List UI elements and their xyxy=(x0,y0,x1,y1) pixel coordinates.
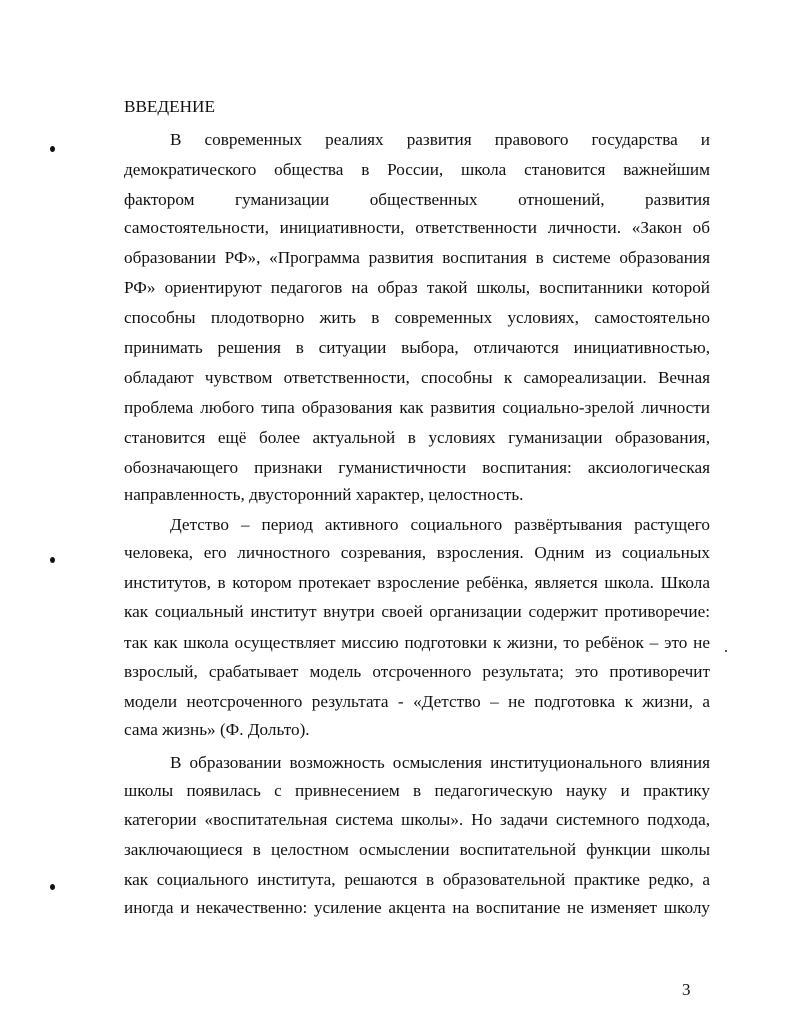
binding-hole-mark xyxy=(50,146,55,152)
paragraph-1-line: демократического общества в России, школа становится важнейшим xyxy=(124,160,710,179)
section-heading: ВВЕДЕНИЕ xyxy=(124,97,215,116)
page-number: 3 xyxy=(682,980,691,999)
paragraph-1-line: направленность, двусторонний характер, целостность. xyxy=(124,485,524,504)
paragraph-1-line: обладают чувством ответственности, способны к самореализации. Вечная xyxy=(124,368,710,387)
paragraph-2-line: Детство – период активного социального развёртывания растущего xyxy=(170,515,710,534)
paragraph-2-line: институтов, в котором протекает взросление ребёнка, является школа. Школа xyxy=(124,573,710,592)
paragraph-2-line: модели неотсроченного результата - «Детство – не подготовка к жизни, а xyxy=(124,692,710,711)
paragraph-1-line: обозначающего признаки гуманистичности воспитания: аксиологическая xyxy=(124,458,710,477)
paragraph-1-line: В современных реалиях развития правового государства и xyxy=(170,130,710,149)
paragraph-2-line: как социальный институт внутри своей организации содержит противоречие: xyxy=(124,602,710,621)
paragraph-1-line: способны плодотворно жить в современных условиях, самостоятельно xyxy=(124,308,710,327)
paragraph-2-line: так как школа осуществляет миссию подготовки к жизни, то ребёнок – это не xyxy=(124,633,710,652)
paragraph-1-line: проблема любого типа образования как развития социально-зрелой личности xyxy=(124,398,710,417)
paragraph-2-line: сама жизнь» (Ф. Дольто). xyxy=(124,720,310,739)
paragraph-1-line: становится ещё более актуальной в условиях гуманизации образования, xyxy=(124,428,710,447)
paragraph-3-line: заключающиеся в целостном осмыслении воспитательной функции школы xyxy=(124,840,710,859)
paragraph-1-line: фактором гуманизации общественных отношений, развития xyxy=(124,190,710,209)
binding-hole-mark xyxy=(50,557,55,563)
binding-hole-mark xyxy=(50,884,55,890)
paragraph-1-line: принимать решения в ситуации выбора, отличаются инициативностью, xyxy=(124,338,710,357)
paragraph-2-line: взрослый, срабатывает модель отсроченного результата; это противоречит xyxy=(124,662,710,681)
scan-speck xyxy=(725,650,727,652)
paragraph-3-line: школы появилась с привнесением в педагогическую науку и практику xyxy=(124,781,710,800)
paragraph-1-line: РФ» ориентируют педагогов на образ такой школы, воспитанники которой xyxy=(124,278,710,297)
paragraph-3-line: В образовании возможность осмысления институционального влияния xyxy=(170,753,710,772)
paragraph-3-line: иногда и некачественно: усиление акцента на воспитание не изменяет школу xyxy=(124,898,710,917)
paragraph-3-line: как социального института, решаются в образовательной практике редко, а xyxy=(124,870,710,889)
paragraph-1-line: образовании РФ», «Программа развития воспитания в системе образования xyxy=(124,248,710,267)
paragraph-1-line: самостоятельности, инициативности, ответственности личности. «Закон об xyxy=(124,218,710,237)
paragraph-3-line: категории «воспитательная система школы». Но задачи системного подхода, xyxy=(124,810,710,829)
paragraph-2-line: человека, его личностного созревания, взросления. Одним из социальных xyxy=(124,543,710,562)
